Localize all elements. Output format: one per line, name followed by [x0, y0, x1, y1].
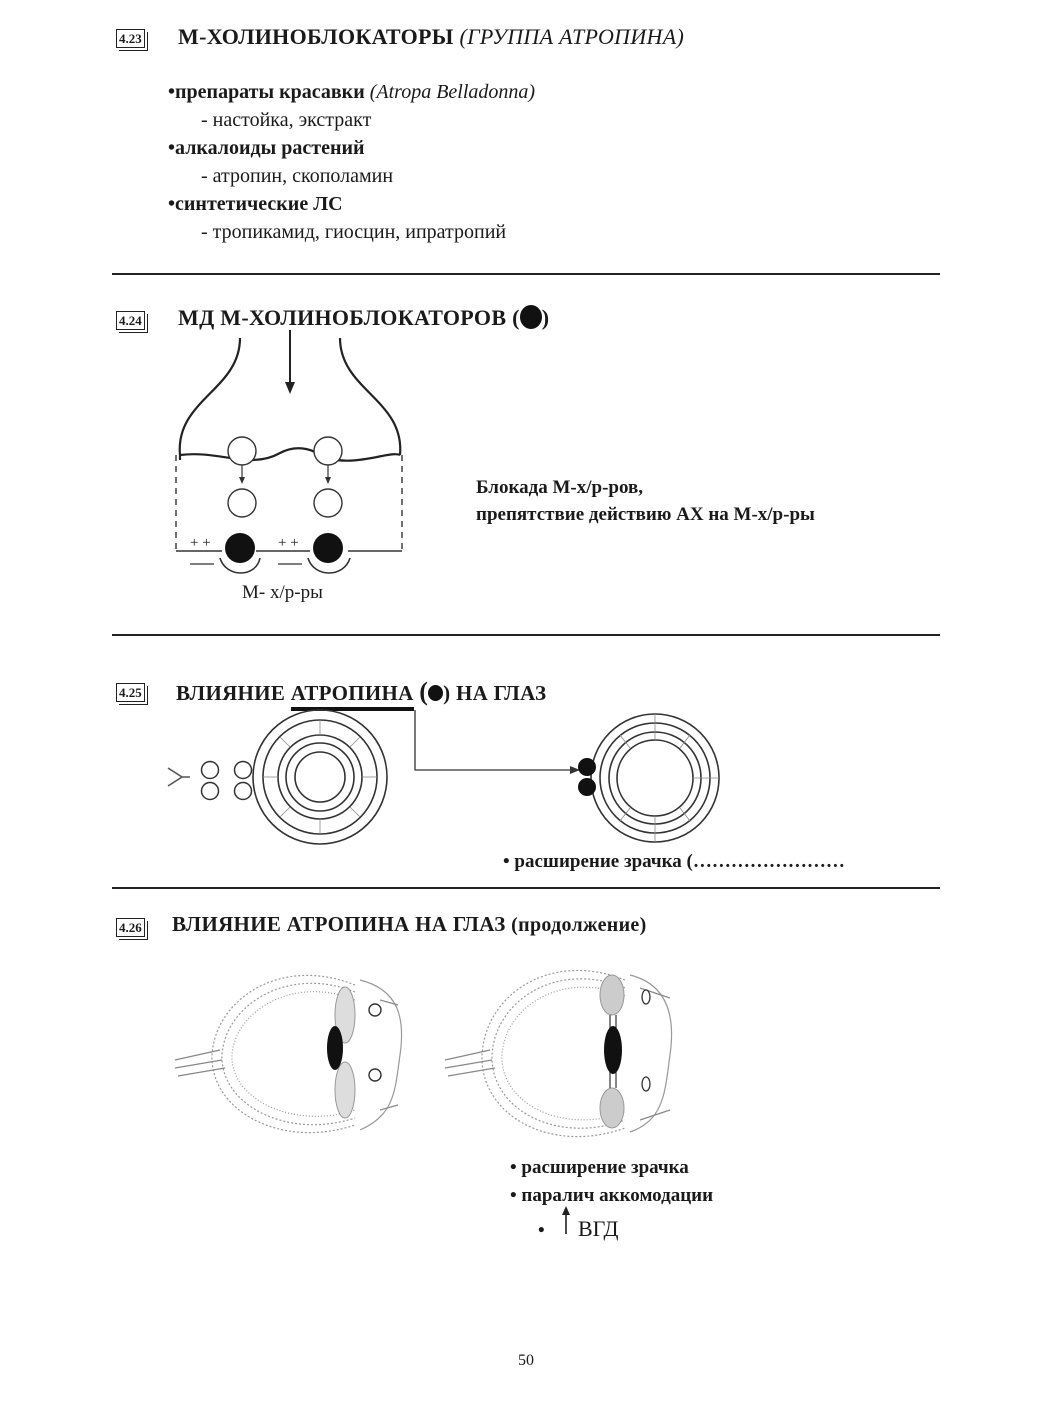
arrow-up-icon [560, 1206, 572, 1234]
list-item: •препараты красавки (Atropa Belladonna) [168, 81, 536, 103]
title-main: ВЛИЯНИЕ АТРОПИНА НА ГЛАЗ [172, 912, 506, 936]
lens-icon [604, 1026, 622, 1074]
eye-after [445, 970, 672, 1136]
charge-label: + + [190, 535, 211, 551]
effect-bullet: • расширение зрачка (…………………… [503, 851, 845, 872]
iris-after [591, 714, 719, 842]
list-item: •алкалоиды растений [168, 137, 365, 159]
section-title-4-24 [178, 305, 549, 331]
section-number-4-24: 4.24 [116, 311, 145, 330]
title-pre: МД М-ХОЛИНОБЛОКАТОРОВ ( [178, 305, 520, 330]
section-number-4-25: 4.25 [116, 683, 145, 702]
title-post: ) НА ГЛАЗ [443, 681, 547, 705]
receptor-icon [168, 768, 190, 786]
divider [112, 634, 940, 636]
effect-bullet: • расширение зрачка [510, 1157, 689, 1178]
connector-arrow [415, 710, 575, 770]
item-label: препараты красавки [175, 81, 365, 103]
iris-before [253, 710, 387, 844]
page-number: 50 [518, 1352, 534, 1369]
black-dot-icon [520, 305, 542, 329]
vesicle [314, 437, 342, 465]
item-sub: - атропин, скополамин [201, 165, 394, 187]
eye-iris-diagram [160, 700, 940, 850]
title-paren: (продолжение) [511, 914, 647, 936]
acetylcholine-molecule [314, 489, 342, 517]
section-number-4-26: 4.26 [116, 918, 145, 937]
blocker-molecule [578, 758, 596, 776]
item-sub: - настойка, экстракт [201, 109, 372, 131]
eye-before [175, 975, 402, 1132]
item-sub: - тропикамид, гиосцин, ипратропий [201, 221, 507, 243]
section-title-4-23 [178, 24, 684, 50]
effect-bullet-dot: • [538, 1220, 545, 1241]
eye-cross-section-diagram [170, 960, 690, 1160]
blocker-molecule [313, 533, 343, 563]
acetylcholine-molecule [202, 783, 219, 800]
item-label: алкалоиды растений [175, 137, 365, 159]
acetylcholine-molecule [202, 762, 219, 779]
title-main: М-ХОЛИНОБЛОКАТОРЫ [178, 24, 454, 49]
title-post: ) [541, 305, 550, 330]
blocker-molecule [225, 533, 255, 563]
title-mid: ( [419, 677, 429, 706]
receptor-site [235, 762, 252, 779]
item-label: синтетические ЛС [175, 193, 343, 215]
list-item: •синтетические ЛС [168, 193, 343, 215]
effect-bullet: • паралич аккомодации [510, 1185, 714, 1206]
receptor-label: М- х/р-ры [242, 582, 323, 603]
blocker-molecule [578, 778, 596, 796]
black-dot-icon [428, 685, 443, 701]
mechanism-text: Блокада М-х/р-ров, [476, 477, 644, 498]
section-title-4-26 [172, 912, 647, 937]
vesicle [228, 437, 256, 465]
synapse-diagram [160, 330, 420, 620]
title-paren: (ГРУППА АТРОПИНА) [459, 24, 685, 49]
charge-label: + + [278, 535, 299, 551]
iop-label: ВГД [578, 1216, 619, 1241]
acetylcholine-molecule [228, 489, 256, 517]
title-underlined: АТРОПИНА [291, 681, 414, 711]
divider [112, 273, 940, 275]
divider [112, 887, 940, 889]
title-pre: ВЛИЯНИЕ [176, 681, 286, 705]
lens-icon [327, 1026, 343, 1070]
mechanism-text: препятствие действию АХ на М-х/р-ры [476, 504, 815, 525]
item-label-italic: (Atropa Belladonna) [369, 81, 536, 103]
receptor-site [235, 783, 252, 800]
section-number-4-23: 4.23 [116, 29, 145, 48]
